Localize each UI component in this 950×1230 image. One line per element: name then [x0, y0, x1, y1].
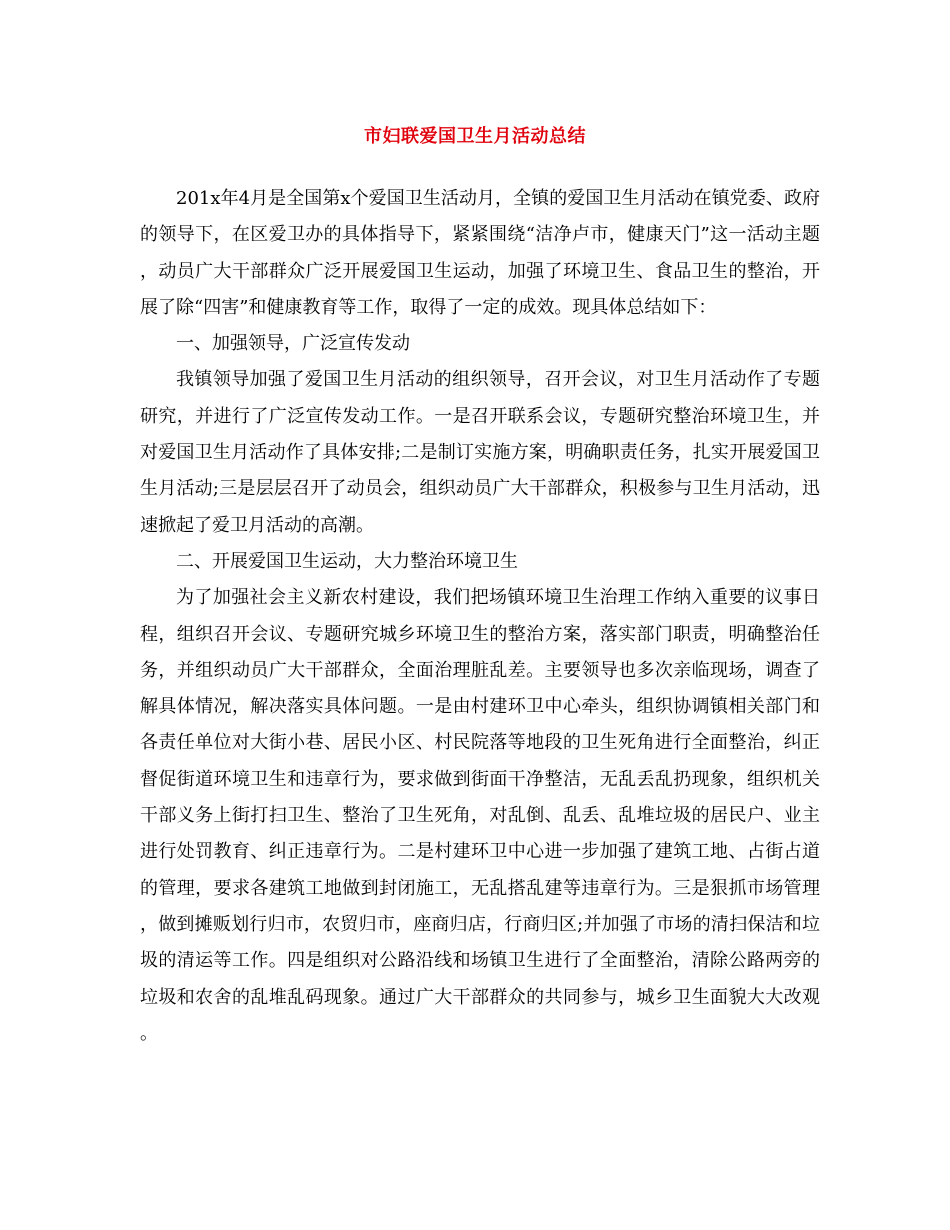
section-heading-2: 二、开展爱国卫生运动，大力整治环境卫生 — [176, 550, 518, 572]
section-heading-1: 一、加强领导，广泛宣传发动 — [176, 333, 410, 355]
paragraph-section-1: 我镇领导加强了爱国卫生月活动的组织领导，召开会议，对卫生月活动作了专题研究，并进行了广泛宣传发动工作。一是召开联系会议，专题研究整治环境卫生，并对爱国卫生月活动作了具体安排;二是制订实施方案，明确职责任务，扎实开展爱国卫生月活动;三是层层召开了动员会，组织动员广大干部群众，积极参与卫生月活动，迅速掀起了爱卫月活动的高潮。 — [140, 369, 820, 536]
paragraph-section-2: 为了加强社会主义新农村建设，我们把场镇环境卫生治理工作纳入重要的议事日程，组织召开会议、专题研究城乡环境卫生的整治方案，落实部门职责，明确整治任务，并组织动员广大干部群众，全面治理脏乱差。主要领导也多次亲临现场，调查了解具体情况，解决落实具体问题。一是由村建环卫中心牵头，组织协调镇相关部门和各责任单位对大街小巷、居民小区、村民院落等地段的卫生死角进行全面整治，纠正督促街道环境卫生和违章行为，要求做到街面干净整洁，无乱丢乱扔现象，组织机关干部义务上街打扫卫生、整治了卫生死角，对乱倒、乱丢、乱堆垃圾的居民户、业主进行处罚教育、纠正违章行为。二是村建环卫中心进一步加强了建筑工地、占街占道的管理，要求各建筑工地做到封闭施工，无乱搭乱建等违章行为。三是狠抓市场管理，做到摊贩划行归市，农贸归市，座商归店，行商归区;并加强了市场的清扫保洁和垃圾的清运等工作。四是组织对公路沿线和场镇卫生进行了全面整治，清除公路两旁的垃圾和农舍的乱堆乱码现象。通过广大干部群众的共同参与，城乡卫生面貌大大改观。 — [140, 587, 820, 1044]
paragraph-intro: 201x年4月是全国第x个爱国卫生活动月，全镇的爱国卫生月活动在镇党委、政府的领导下，在区爱卫办的具体指导下，紧紧围绕“洁净卢市，健康天门”这一活动主题，动员广大干部群众广泛开展爱国卫生运动，加强了环境卫生、食品卫生的整治，开展了除“四害”和健康教育等工作，取得了一定的成效。现具体总结如下： — [140, 188, 820, 318]
document-body — [140, 181, 820, 1052]
document-title: 市妇联爱国卫生月活动总结 — [364, 126, 586, 147]
